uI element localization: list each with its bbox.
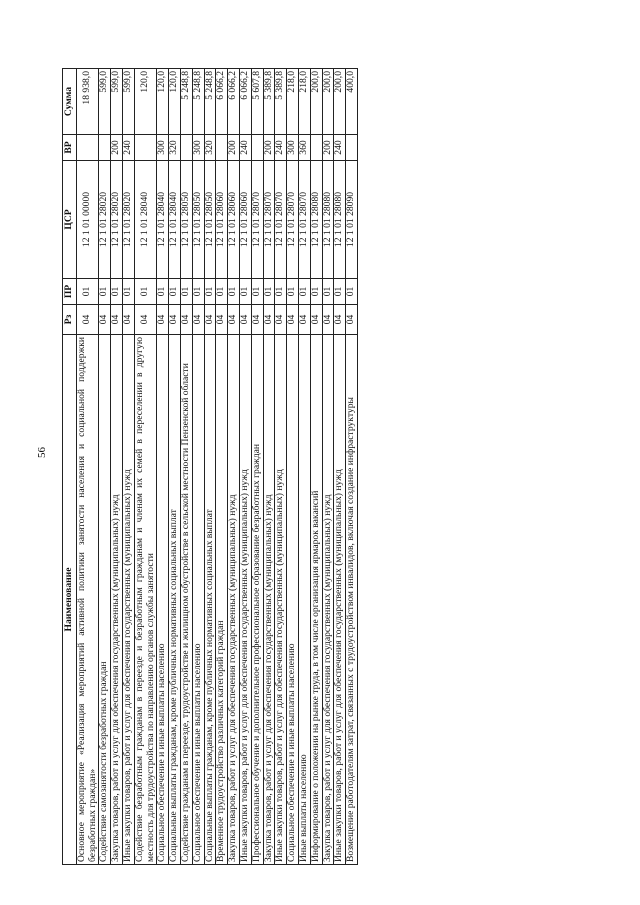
cell-sum: 6 066,2 (239, 69, 251, 135)
cell-vr (216, 135, 228, 161)
cell-vr: 240 (334, 135, 346, 161)
cell-sum: 218,0 (298, 69, 310, 135)
table-row (228, 69, 240, 865)
cell-name: Содействие гражданам в переезде, трудоустройстве и жилищном обустройстве в сельской местности Пензенской области (180, 335, 192, 865)
cell-vr: 360 (298, 135, 310, 161)
cell-name: Закупка товаров, работ и услуг для обеспечения государственных (муниципальных) нужд (111, 335, 123, 865)
cell-pr: 01 (192, 279, 204, 305)
cell-sum: 599,0 (122, 69, 134, 135)
cell-csr: 12 1 01 28080 (310, 161, 322, 279)
cell-sum: 120,0 (169, 69, 181, 135)
cell-sum: 400,0 (346, 69, 358, 135)
cell-rz: 04 (310, 305, 322, 335)
cell-vr (99, 135, 111, 161)
cell-name: Основное мероприятие «Реализация мероприятий активной политики занятости населения и социальной поддержки безработных граждан» (76, 335, 99, 865)
cell-name: Информирование о положении на рынке труда, в том числе организация ярмарок вакансий (310, 335, 322, 865)
cell-csr: 12 1 01 28070 (298, 161, 310, 279)
cell-sum: 599,0 (111, 69, 123, 135)
cell-rz: 04 (157, 305, 169, 335)
cell-csr: 12 1 01 28050 (204, 161, 216, 279)
cell-pr: 01 (122, 279, 134, 305)
cell-vr: 200 (111, 135, 123, 161)
table-row (216, 69, 228, 865)
cell-sum: 200,0 (310, 69, 322, 135)
table-row (134, 69, 157, 865)
cell-csr: 12 1 01 28070 (275, 161, 287, 279)
cell-pr: 01 (310, 279, 322, 305)
header-csr: ЦСР (63, 161, 77, 279)
cell-csr: 12 1 01 00000 (76, 161, 99, 279)
cell-pr: 01 (275, 279, 287, 305)
cell-rz: 04 (346, 305, 358, 335)
table-row (239, 69, 251, 865)
table-row (275, 69, 287, 865)
table-row (263, 69, 275, 865)
cell-csr: 12 1 01 28050 (192, 161, 204, 279)
cell-name: Профессиональное обучение и дополнительное профессиональное образование безработных граждан (251, 335, 263, 865)
cell-pr: 01 (76, 279, 99, 305)
cell-vr: 240 (122, 135, 134, 161)
cell-name: Социальное обеспечение и иные выплаты населению (157, 335, 169, 865)
cell-pr: 01 (180, 279, 192, 305)
cell-rz: 04 (134, 305, 157, 335)
cell-sum: 6 066,2 (216, 69, 228, 135)
cell-csr: 12 1 01 28060 (228, 161, 240, 279)
cell-name: Социальные выплаты гражданам, кроме публичных нормативных социальных выплат (169, 335, 181, 865)
cell-vr: 200 (228, 135, 240, 161)
header-rz: Рз (63, 305, 77, 335)
table-row (298, 69, 310, 865)
cell-rz: 04 (228, 305, 240, 335)
table-row (169, 69, 181, 865)
cell-pr: 01 (251, 279, 263, 305)
cell-name: Закупка товаров, работ и услуг для обеспечения государственных (муниципальных) нужд (228, 335, 240, 865)
cell-rz: 04 (169, 305, 181, 335)
cell-csr: 12 1 01 28020 (99, 161, 111, 279)
cell-vr: 320 (169, 135, 181, 161)
cell-pr: 01 (263, 279, 275, 305)
cell-sum: 6 066,2 (228, 69, 240, 135)
table-row (251, 69, 263, 865)
table-row (346, 69, 358, 865)
header-pr: ПР (63, 279, 77, 305)
cell-csr: 12 1 01 28040 (169, 161, 181, 279)
cell-name: Содействие безработным гражданам в переезде и безработным гражданам и членам их семей в переселении в другую местность для трудоустройства по направлению органов службы занятости (134, 335, 157, 865)
cell-csr: 12 1 01 28070 (287, 161, 299, 279)
cell-rz: 04 (287, 305, 299, 335)
cell-sum: 18 938,0 (76, 69, 99, 135)
cell-vr: 200 (322, 135, 334, 161)
cell-name: Временное трудоустройство различных категорий граждан (216, 335, 228, 865)
cell-rz: 04 (334, 305, 346, 335)
cell-rz: 04 (239, 305, 251, 335)
cell-name: Содействие самозанятости безработных граждан (99, 335, 111, 865)
cell-sum: 5 248,8 (192, 69, 204, 135)
budget-table (62, 68, 358, 865)
table-row (180, 69, 192, 865)
cell-rz: 04 (180, 305, 192, 335)
cell-rz: 04 (111, 305, 123, 335)
cell-csr: 12 1 01 28060 (216, 161, 228, 279)
cell-pr: 01 (287, 279, 299, 305)
header-name: Наименование (63, 335, 77, 865)
header-sum: Сумма (63, 69, 77, 135)
cell-name: Социальные выплаты гражданам, кроме публичных нормативных социальных выплат (204, 335, 216, 865)
cell-pr: 01 (169, 279, 181, 305)
cell-pr: 01 (111, 279, 123, 305)
cell-csr: 12 1 01 28090 (346, 161, 358, 279)
table-row (122, 69, 134, 865)
cell-sum: 5 248,8 (180, 69, 192, 135)
cell-pr: 01 (157, 279, 169, 305)
cell-vr (251, 135, 263, 161)
cell-pr: 01 (346, 279, 358, 305)
cell-csr: 12 1 01 28040 (134, 161, 157, 279)
cell-name: Иные закупки товаров, работ и услуг для обеспечения государственных (муниципальных) нужд (275, 335, 287, 865)
cell-pr: 01 (239, 279, 251, 305)
cell-name: Социальное обеспечение и иные выплаты населению (192, 335, 204, 865)
cell-pr: 01 (216, 279, 228, 305)
cell-rz: 04 (76, 305, 99, 335)
cell-pr: 01 (322, 279, 334, 305)
table-row (334, 69, 346, 865)
cell-pr: 01 (99, 279, 111, 305)
cell-sum: 599,0 (99, 69, 111, 135)
cell-vr: 300 (157, 135, 169, 161)
cell-rz: 04 (263, 305, 275, 335)
cell-name: Социальное обеспечение и иные выплаты населению (287, 335, 299, 865)
cell-rz: 04 (298, 305, 310, 335)
cell-vr (76, 135, 99, 161)
cell-sum: 120,0 (157, 69, 169, 135)
table-row (157, 69, 169, 865)
cell-csr: 12 1 01 28040 (157, 161, 169, 279)
cell-pr: 01 (228, 279, 240, 305)
cell-rz: 04 (275, 305, 287, 335)
header-vr: ВР (63, 135, 77, 161)
cell-rz: 04 (251, 305, 263, 335)
cell-sum: 5 389,8 (275, 69, 287, 135)
cell-name: Возмещение работодателям затрат, связанных с трудоустройством инвалидов, включая создание инфраструктуры (346, 335, 358, 865)
table-row (310, 69, 322, 865)
table-row (76, 69, 99, 865)
cell-csr: 12 1 01 28050 (180, 161, 192, 279)
cell-vr: 240 (239, 135, 251, 161)
cell-csr: 12 1 01 28070 (251, 161, 263, 279)
cell-csr: 12 1 01 28020 (111, 161, 123, 279)
cell-vr (134, 135, 157, 161)
table-row (204, 69, 216, 865)
cell-rz: 04 (99, 305, 111, 335)
table-row (111, 69, 123, 865)
cell-csr: 12 1 01 28060 (239, 161, 251, 279)
cell-vr: 300 (287, 135, 299, 161)
cell-sum: 5 248,8 (204, 69, 216, 135)
cell-vr: 320 (204, 135, 216, 161)
table-row (99, 69, 111, 865)
cell-csr: 12 1 01 28080 (322, 161, 334, 279)
cell-name: Закупка товаров, работ и услуг для обеспечения государственных (муниципальных) нужд (322, 335, 334, 865)
cell-name: Иные закупки товаров, работ и услуг для обеспечения государственных (муниципальных) нужд (239, 335, 251, 865)
cell-csr: 12 1 01 28020 (122, 161, 134, 279)
cell-vr: 200 (263, 135, 275, 161)
cell-pr: 01 (134, 279, 157, 305)
cell-vr (346, 135, 358, 161)
cell-sum: 200,0 (322, 69, 334, 135)
cell-rz: 04 (122, 305, 134, 335)
cell-pr: 01 (204, 279, 216, 305)
cell-name: Иные закупки товаров, работ и услуг для обеспечения государственных (муниципальных) нужд (122, 335, 134, 865)
cell-rz: 04 (192, 305, 204, 335)
cell-name: Закупка товаров, работ и услуг для обеспечения государственных (муниципальных) нужд (263, 335, 275, 865)
cell-sum: 120,0 (134, 69, 157, 135)
cell-csr: 12 1 01 28070 (263, 161, 275, 279)
cell-rz: 04 (216, 305, 228, 335)
cell-sum: 5 607,8 (251, 69, 263, 135)
cell-pr: 01 (298, 279, 310, 305)
cell-sum: 5 389,8 (263, 69, 275, 135)
table-row (287, 69, 299, 865)
cell-rz: 04 (204, 305, 216, 335)
table-header-row (63, 69, 77, 865)
page-number: 56 (36, 447, 48, 458)
cell-vr: 300 (192, 135, 204, 161)
cell-rz: 04 (322, 305, 334, 335)
cell-sum: 200,0 (334, 69, 346, 135)
cell-vr: 240 (275, 135, 287, 161)
cell-vr (310, 135, 322, 161)
cell-csr: 12 1 01 28080 (334, 161, 346, 279)
table-row (192, 69, 204, 865)
cell-sum: 218,0 (287, 69, 299, 135)
cell-pr: 01 (334, 279, 346, 305)
table-row (322, 69, 334, 865)
cell-name: Иные выплаты населению (298, 335, 310, 865)
cell-vr (180, 135, 192, 161)
cell-name: Иные закупки товаров, работ и услуг для обеспечения государственных (муниципальных) нужд (334, 335, 346, 865)
